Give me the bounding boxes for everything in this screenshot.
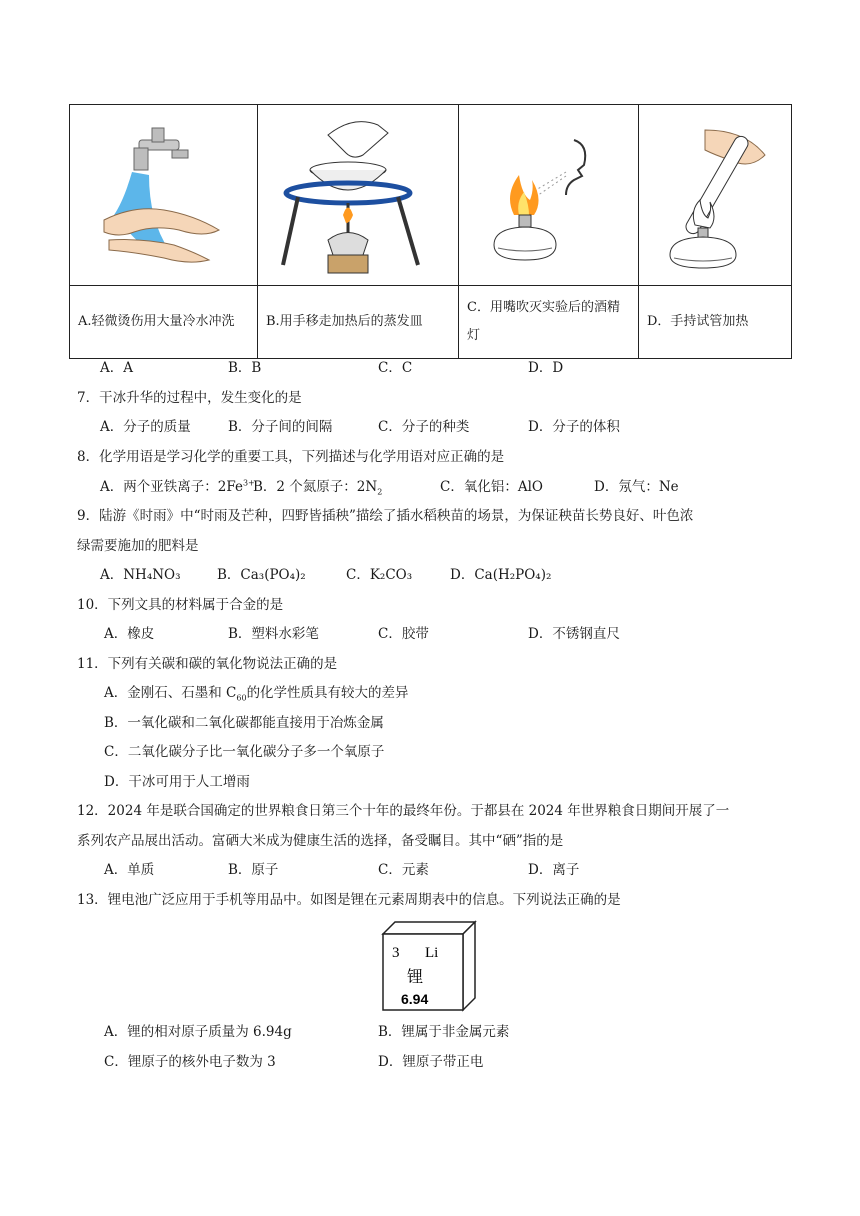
evaporating-dish-tripod-picture: [268, 115, 448, 275]
q9-stem-line1: 9．陆游《时雨》中“时雨及芒种，四野皆插秧”描绘了插水稻秧苗的场景，为保证秧苗长势良好、叶色浓: [77, 508, 694, 524]
q8-option-c: C．氧化铝：AlO: [440, 479, 543, 495]
q6-option-d: D．D: [528, 360, 564, 376]
q6-option-b: B．B: [228, 360, 262, 376]
picture-cell-c: [459, 105, 639, 286]
q8-option-a: A．两个亚铁离子：$2Fe^{3+}$: [100, 478, 255, 495]
element-mass: 6.94: [401, 991, 429, 1007]
q7-option-c: C．分子的种类: [378, 419, 470, 435]
q12-option-d: D．离子: [528, 862, 580, 878]
q11-option-a: A．金刚石、石墨和 $C_{60}$的化学性质具有较大的差异: [104, 685, 409, 703]
q6-option-c: C．C: [378, 360, 413, 376]
lab-safety-picture-table: [69, 104, 792, 359]
q13-option-d: D．锂原子带正电: [378, 1054, 484, 1070]
element-name: 锂: [407, 967, 424, 986]
q12-option-b: B．原子: [228, 862, 279, 878]
q7-stem: 7．干冰升华的过程中，发生变化的是: [77, 390, 302, 406]
q13-option-c: C．锂原子的核外电子数为 3: [104, 1054, 276, 1070]
picture-cell-a: [70, 105, 258, 286]
q13-option-a: A．锂的相对原子质量为 6.94g: [104, 1024, 292, 1040]
faucet-washing-hand-picture: [94, 120, 234, 270]
q9-option-c: C．K₂CO₃: [346, 567, 413, 583]
q11-option-d: D．干冰可用于人工增雨: [104, 774, 250, 790]
q12-option-a: A．单质: [104, 862, 155, 878]
lithium-element-cell: [381, 920, 477, 1012]
blowing-alcohol-lamp-picture: [474, 120, 624, 270]
q8-option-d: D．氖气：Ne: [594, 479, 679, 495]
q9-option-d: D．Ca(H₂PO₄)₂: [450, 567, 552, 583]
q10-option-a: A．橡皮: [104, 626, 155, 642]
q11-option-c: C．二氧化碳分子比一氧化碳分子多一个氧原子: [104, 744, 385, 760]
q13-stem: 13．锂电池广泛应用于手机等用品中。如图是锂在元素周期表中的信息。下列说法正确的是: [77, 892, 621, 908]
q11-option-b: B．一氧化碳和二氧化碳都能直接用于冶炼金属: [104, 715, 384, 731]
q10-option-b: B．塑料水彩笔: [228, 626, 319, 642]
q12-option-c: C．元素: [378, 862, 429, 878]
caption-b: B.用手移走加热后的蒸发皿: [258, 286, 459, 359]
caption-d: D．手持试管加热: [639, 286, 792, 359]
q9-stem-line2: 绿需要施加的肥料是: [77, 538, 199, 554]
q6-option-a: A．A: [100, 360, 133, 376]
element-symbol: Li: [425, 945, 439, 961]
hand-holding-test-tube-picture: [650, 120, 780, 270]
q8-option-b: B．2 个氮原子：$2N_2$: [253, 479, 383, 497]
q12-stem-line2: 系列农产品展出活动。富硒大米成为健康生活的选择，备受瞩目。其中“硒”指的是: [77, 833, 564, 849]
q7-option-a: A．分子的质量: [100, 419, 191, 435]
caption-c: C．用嘴吹灭实验后的酒精灯: [459, 286, 639, 359]
q12-stem-line1: 12．2024 年是联合国确定的世界粮食日第三个十年的最终年份。于都县在 2024 年世界粮食日期间开展了一: [77, 803, 730, 819]
caption-a: A.轻微烫伤用大量冷水冲洗: [70, 286, 258, 359]
picture-cell-b: [258, 105, 459, 286]
q7-option-b: B．分子间的间隔: [228, 419, 333, 435]
q8-stem: 8．化学用语是学习化学的重要工具，下列描述与化学用语对应正确的是: [77, 449, 505, 465]
q11-stem: 11．下列有关碳和碳的氧化物说法正确的是: [77, 656, 338, 672]
q9-option-a: A．NH₄NO₃: [100, 567, 181, 583]
picture-cell-d: [639, 105, 792, 286]
q10-option-d: D．不锈钢直尺: [528, 626, 620, 642]
q7-option-d: D．分子的体积: [528, 419, 620, 435]
q13-option-b: B．锂属于非金属元素: [378, 1024, 510, 1040]
element-atomic-number: 3: [392, 945, 400, 961]
q9-option-b: B．Ca₃(PO₄)₂: [217, 567, 306, 583]
q10-option-c: C．胶带: [378, 626, 429, 642]
q10-stem: 10．下列文具的材料属于合金的是: [77, 597, 284, 613]
